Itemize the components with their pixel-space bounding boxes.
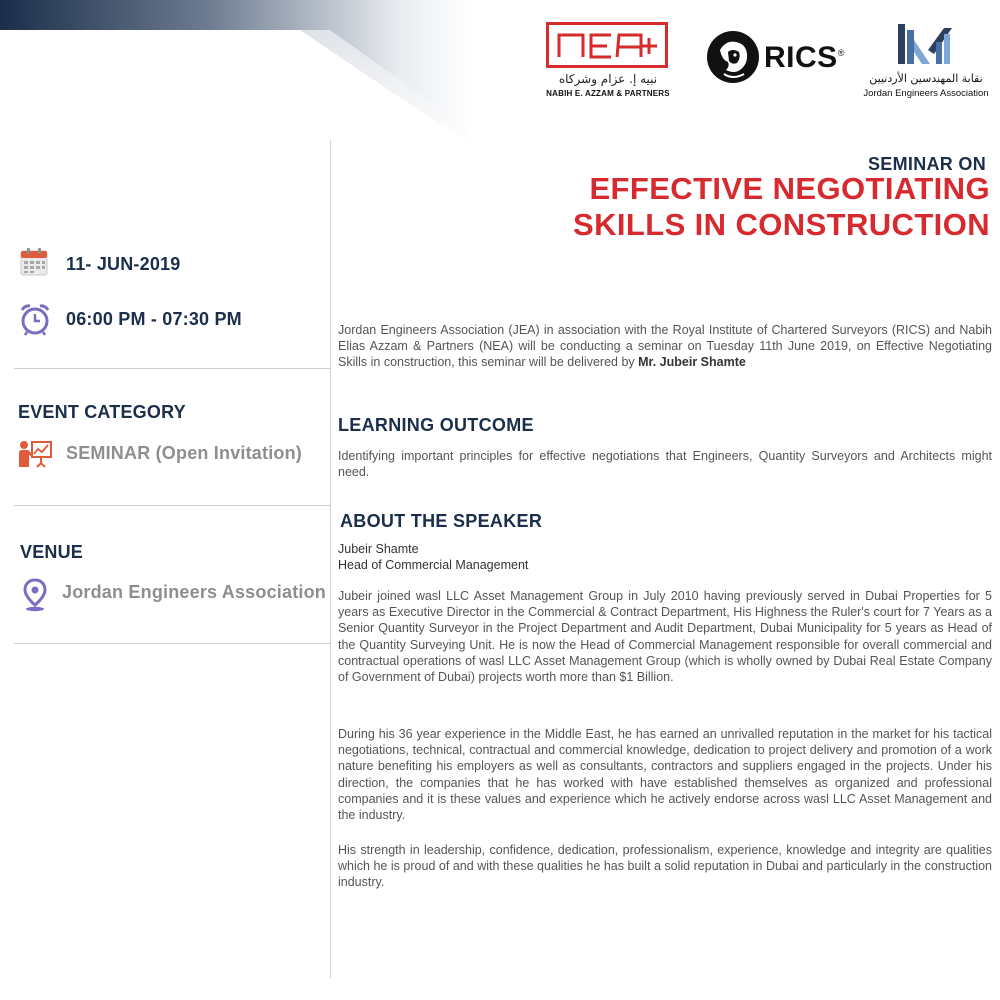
event-category: SEMINAR (Open Invitation) — [66, 443, 302, 463]
presentation-icon — [18, 439, 52, 469]
corner-decoration — [0, 0, 470, 145]
rics-wordmark: RICS® — [764, 41, 845, 74]
venue-heading: VENUE — [20, 542, 84, 562]
title-line-2: SKILLS IN CONSTRUCTION — [573, 207, 990, 242]
about-speaker-heading: ABOUT THE SPEAKER — [340, 511, 543, 531]
section-divider — [14, 643, 330, 644]
nea-logo — [543, 22, 673, 102]
speaker-role: Head of Commercial Management — [338, 558, 529, 572]
lion-icon — [706, 30, 760, 84]
section-divider — [14, 505, 330, 506]
title-line-1: EFFECTIVE NEGOTIATING — [589, 171, 990, 206]
speaker-bio-2: During his 36 year experience in the Middle East, he has earned an unrivalled reputation in the market for his tactical negotiations, technical, contractual and commercial knowledge, dedication to project delivery and promotion of a work nature benefiting his employers as well as consultants, contractors and suppliers engaged in the projects. Under his direction, the companies that he has worked with have established themselves as organized and professional companies and it is these values and experience which he actively endorse across wasl LLC Asset Management and the industry. — [338, 727, 992, 823]
rics-logo — [706, 30, 856, 84]
event-time: 06:00 PM - 07:30 PM — [66, 309, 242, 329]
speaker-bio-3: His strength in leadership, confidence, dedication, professionalism, experience, knowledge and integrity are qualities which he is proud of and with these qualities he has built a solid reputation in Dubai and particularly in the construction industry. — [338, 843, 992, 890]
calendar-icon — [19, 247, 49, 277]
jea-emblem-icon — [892, 20, 962, 70]
intro-text: Jordan Engineers Association (JEA) in association with the Royal Institute of Chartered Surveyors (RICS) and Nabih Elias Azzam & Partners (NEA) will be conducting a seminar on Tuesday 11th June 2019, on Effective Negotiating Skills in construction, this seminar will be delivered by — [338, 323, 992, 370]
page-title — [573, 171, 990, 243]
nea-latin-name: NABIH E. AZZAM & PARTNERS — [546, 89, 670, 98]
alarm-clock-icon — [18, 302, 52, 336]
nea-arabic-name: نبيه إ. عزام وشركاه — [558, 72, 658, 86]
learning-outcome-heading: LEARNING OUTCOME — [338, 415, 534, 435]
speaker-name: Jubeir Shamte — [338, 542, 419, 556]
speaker-bio-1: Jubeir joined wasl LLC Asset Management Group in July 2010 having previously served in Dubai Properties for 5 years as Executive Director in the Commercial & Contract Department, His Highness the Ruler's court for 7 Years as a Senior Quantity Surveyor in the Project Department and Audit Department, Dubai Municipality for 5 years as Head of the Quantity Surveying Unit. He is now the Head of Commercial Management responsible for overall commercial and contractual operations of wasl LLC Asset Management Group (which is wholly owned by Dubai Real Estate Company of Government of Dubai) projects worth more than $1 Billion. — [338, 589, 992, 685]
intro-paragraph — [338, 322, 992, 371]
jea-arabic-name: نقابة المهندسين الأردنيين — [869, 72, 983, 85]
event-date: 11- JUN-2019 — [66, 254, 181, 274]
nea-mark-icon — [549, 25, 665, 65]
nea-logo-box — [546, 22, 668, 68]
event-category-heading: EVENT CATEGORY — [18, 402, 186, 422]
jea-latin-name: Jordan Engineers Association — [863, 88, 989, 99]
column-divider — [330, 140, 331, 978]
section-divider — [14, 368, 330, 369]
title-kicker: SEMINAR ON — [867, 154, 986, 174]
learning-outcome-text: Identifying important principles for effective negotiations that Engineers, Quantity Surveyors and Architects might need. — [338, 449, 992, 480]
venue: Jordan Engineers Association — [62, 582, 326, 602]
intro-speaker: Mr. Jubeir Shamte — [638, 355, 746, 370]
location-pin-icon — [22, 578, 48, 612]
jea-logo — [862, 20, 990, 102]
